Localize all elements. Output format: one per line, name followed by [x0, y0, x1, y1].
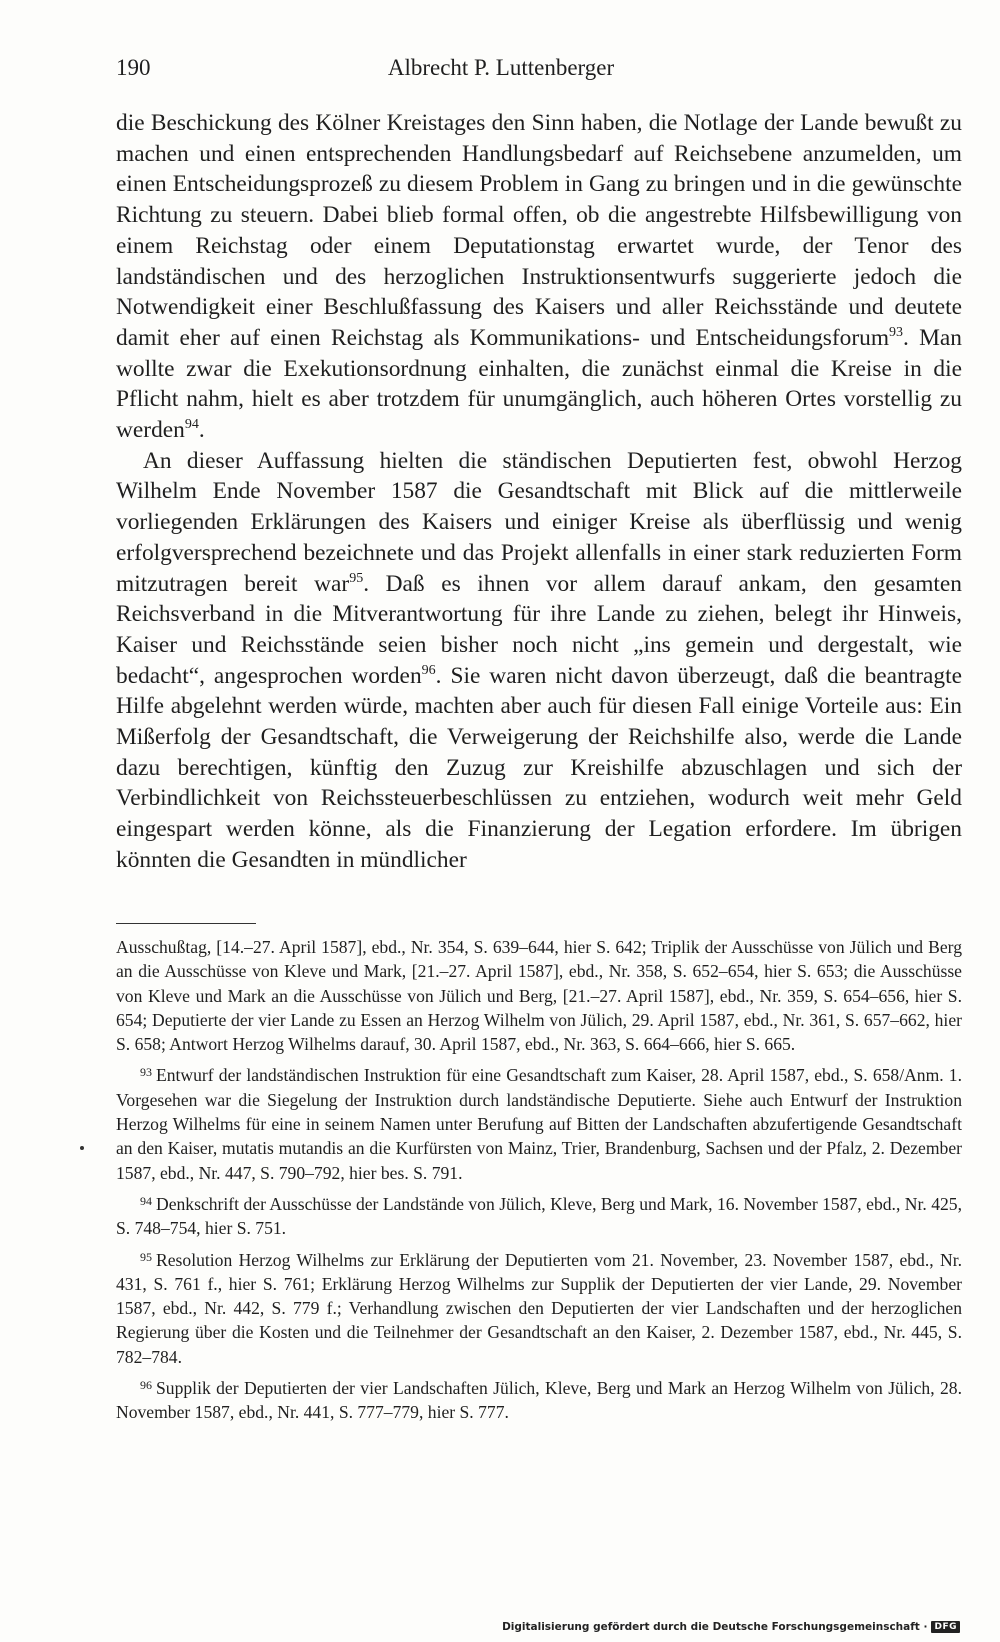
- dfg-logo: DFG: [931, 1621, 960, 1633]
- main-text: [116, 108, 962, 876]
- page-header: [116, 52, 962, 84]
- running-head: Albrecht P. Luttenberger: [387, 55, 615, 80]
- footnote-ref-95: 95: [349, 570, 364, 586]
- paragraph-2: [116, 446, 962, 876]
- footnote-number-96: 96: [140, 1378, 152, 1393]
- paragraph-2-part-b: . Daß es ihnen vor allem darauf ankam, den gesamten Reichsverband in die Mitverantwortung für ihre Lande zu ziehen, belegt ihr Hinweis, Kaiser und Reichsstände seien bisher noch nicht „ins gemein und dergestalt, wie bedacht“, angesprochen worden: [116, 570, 962, 689]
- footnote-number-94: 94: [140, 1193, 152, 1208]
- footnote-94: [116, 1189, 962, 1241]
- footnote-ref-96: 96: [421, 662, 436, 678]
- footnote-number-95: 95: [140, 1249, 152, 1264]
- digitization-credit: [502, 1619, 960, 1635]
- page-number: 190: [116, 55, 151, 80]
- footnote-divider: [116, 923, 256, 924]
- paragraph-1-part-a: die Beschickung des Kölner Kreistages den Sinn haben, die Notlage der Lande bewußt zu machen und einen entsprechenden Handlungsbedarf auf Reichsebene anzumelden, um einen Entscheidungsprozeß zu diesem Problem in Gang zu bringen und in die gewünschte Richtung zu steuern. Dabei blieb formal offen, ob die angestrebte Hilfsbewilligung von einem Reichstag oder einem Deputationstag erwartet wurde, der Tenor des landständischen und des herzoglichen Instruktionsentwurfs suggerierte jedoch die Notwendigkeit einer Beschlußfassung des Kaisers und aller Reichsstände und deutete damit eher auf einen Reichstag als Kommunikations- und Entscheidungsforum: [116, 110, 962, 351]
- paragraph-2-part-a: An dieser Auffassung hielten die ständischen Deputierten fest, obwohl Herzog Wilhelm Ende November 1587 die Gesandtschaft mit Blick auf die mittlerweile vorliegenden Erklärungen des Kaisers und einiger Kreise als überflüssig und wenig erfolgversprechend bezeichnete und das Projekt allenfalls in einer stark reduzierten Form mitzutragen bereit war: [116, 447, 962, 597]
- paragraph-1: [116, 108, 962, 446]
- scan-artifact-dot: [80, 1146, 84, 1150]
- paragraph-1-part-c: .: [198, 417, 205, 444]
- footnote-continued: Ausschußtag, [14.–27. April 1587], ebd., Nr. 354, S. 639–644, hier S. 642; Triplik der Ausschüsse von Jülich und Berg an die Ausschüsse von Kleve und Mark, [21.–27. April 1587], ebd., Nr. 358, S. 652–654, hier S. 653; die Ausschüsse von Kleve und Mark an die Ausschüsse von Jülich und Berg, [21.–27. April 1587], ebd., Nr. 359, S. 654–656, hier S. 654; Deputierte der vier Lande zu Essen an Herzog Wilhelm von Jülich, 29. April 1587, ebd., Nr. 361, S. 657–662, hier S. 658; Antwort Herzog Wilhelms darauf, 30. April 1587, ebd., Nr. 363, S. 664–666, hier S. 665.: [116, 937, 962, 1055]
- footnote-text-93: Entwurf der landständischen Instruktion für eine Gesandtschaft zum Kaiser, 28. April 1587, ebd., S. 658/Anm. 1. Vorgesehen war die Siegelung der Instruktion durch landständische Deputierte. Siehe auch Entwurf der Instruktion Herzog Wilhelms für eine in seinem Namen unter Berufung auf Bitten der Landschaften abzufertigende Gesandtschaft an den Kaiser, mutatis mutandis an die Kurfürsten von Mainz, Trier, Brandenburg, Sachsen und der Pfalz, 2. Dezember 1587, ebd., Nr. 447, S. 790–792, hier bes. S. 791.: [116, 1065, 962, 1183]
- footnote-number-93: 93: [140, 1065, 152, 1080]
- footnote-95: [116, 1245, 962, 1369]
- footnote-93: [116, 1060, 962, 1184]
- paragraph-1-part-b: . Man wollte zwar die Exekutionsordnung einhalten, die zunächst einmal die Kreise in die Pflicht nahm, hielt es aber trotzdem für unumgänglich, auch höheren Ortes vorstellig zu werden: [116, 324, 963, 444]
- footnote-96: [116, 1373, 962, 1425]
- footnote-text-95: Resolution Herzog Wilhelms zur Erklärung der Deputierten vom 21. November, 23. November 1587, ebd., Nr. 431, S. 761 f., hier S. 761; Erklärung Herzog Wilhelms zur Supplik der Deputierten der vier Lande, 29. November 1587, ebd., Nr. 442, S. 779 f.; Verhandlung zwischen den Deputierten der vier Landschaften und der herzoglichen Regierung über die Kosten und die Teilnehmer der Gesandtschaft an den Kaiser, 2. Dezember 1587, ebd., Nr. 445, S. 782–784.: [116, 1249, 962, 1367]
- credit-text: Digitalisierung gefördert durch die Deutsche Forschungsgemeinschaft ·: [502, 1621, 928, 1633]
- footnote-text-94: Denkschrift der Ausschüsse der Landstände von Jülich, Kleve, Berg und Mark, 16. November 1587, ebd., Nr. 425, S. 748–754, hier S. 751.: [116, 1193, 962, 1239]
- footnote-text-96: Supplik der Deputierten der vier Landschaften Jülich, Kleve, Berg und Mark an Herzog Wilhelm von Jülich, 28. November 1587, ebd., Nr. 441, S. 777–779, hier S. 777.: [116, 1378, 962, 1423]
- footnotes: [116, 935, 962, 1429]
- paragraph-2-part-c: . Sie waren nicht davon überzeugt, daß die beantragte Hilfe abgelehnt werden würde, machten aber auch für diesen Fall einige Vorteile aus: Ein Mißerfolg der Gesandtschaft, die Verweigerung der Reichshilfe also, werde die Lande dazu berechtigen, künftig den Zuzug zur Kreishilfe abzuschlagen und sich der Verbindlichkeit von Reichssteuerbeschlüssen zu entziehen, wodurch weit mehr Geld eingespart werden könne, als die Finanzierung der Legation erfordere. Im übrigen könnten die Gesandten in mündlicher: [116, 662, 962, 873]
- footnote-ref-94: 94: [184, 417, 199, 433]
- footnote-ref-93: 93: [889, 325, 904, 341]
